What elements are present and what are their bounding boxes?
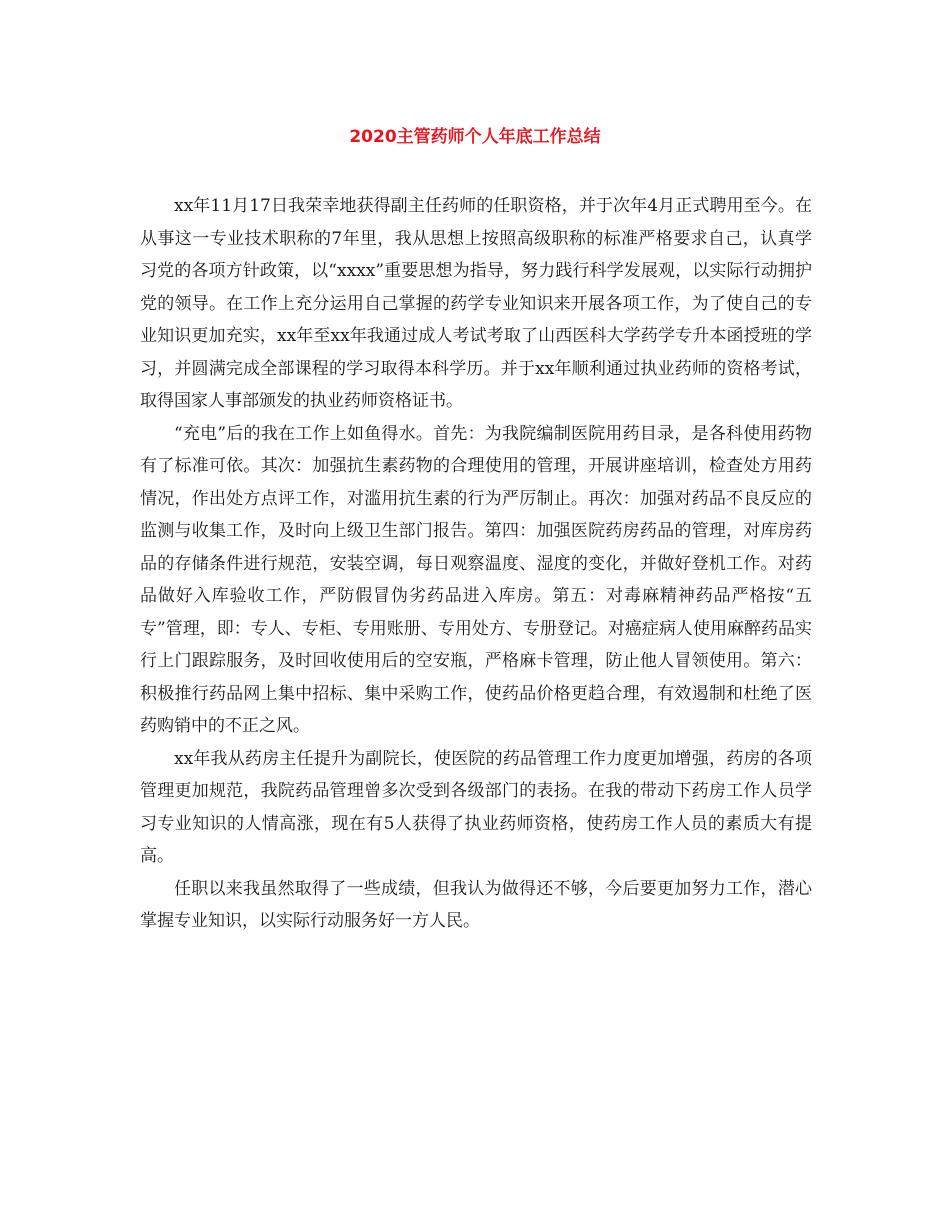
document-body xyxy=(140,190,812,938)
paragraph-3: xx年我从药房主任提升为副院长，使医院的药品管理工作力度更加增强，药房的各项管理更加规范，我院药品管理曾多次受到各级部门的表扬。在我的带动下药房工作人员学习专业知识的人情高涨，现在有5人获得了执业药师资格，使药房工作人员的素质大有提高。 xyxy=(140,748,812,866)
document-title: 2020主管药师个人年底工作总结 xyxy=(349,127,601,147)
paragraph-2: “充电”后的我在工作上如鱼得水。首先：为我院编制医院用药目录，是各科使用药物有了标准可依。其次：加强抗生素药物的合理使用的管理，开展讲座培训，检查处方用药情况，作出处方点评工作，对滥用抗生素的行为严厉制止。再次：加强对药品不良反应的监测与收集工作，及时向上级卫生部门报告。第四：加强医院药房药品的管理，对库房药品的存储条件进行规范，安装空调，每日观察温度、湿度的变化，并做好登机工作。对药品做好入库验收工作，严防假冒伪劣药品进入库房。第五：对毒麻精神药品严格按“五专”管理，即：专人、专柜、专用账册、专用处方、专册登记。对癌症病人使用麻醉药品实行上门跟踪服务，及时回收使用后的空安瓶，严格麻卡管理，防止他人冒领使用。第六：积极推行药品网上集中招标、集中采购工作，使药品价格更趋合理，有效遏制和杜绝了医药购销中的不正之风。 xyxy=(140,423,812,736)
paragraph-4: 任职以来我虽然取得了一些成绩，但我认为做得还不够，今后要更加努力工作，潜心掌握专业知识，以实际行动服务好一方人民。 xyxy=(140,878,812,931)
paragraph-1: xx年11月17日我荣幸地获得副主任药师的任职资格，并于次年4月正式聘用至今。在从事这一专业技术职称的7年里，我从思想上按照高级职称的标准严格要求自己，认真学习党的各项方针政策，以“xxxx”重要思想为指导，努力践行科学发展观，以实际行动拥护党的领导。在工作上充分运用自己掌握的药学专业知识来开展各项工作，为了使自己的专业知识更加充实，xx年至xx年我通过成人考试考取了山西医科大学药学专升本函授班的学习，并圆满完成全部课程的学习取得本科学历。并于xx年顺利通过执业药师的资格考试，取得国家人事部颁发的执业药师资格证书。 xyxy=(140,196,812,411)
